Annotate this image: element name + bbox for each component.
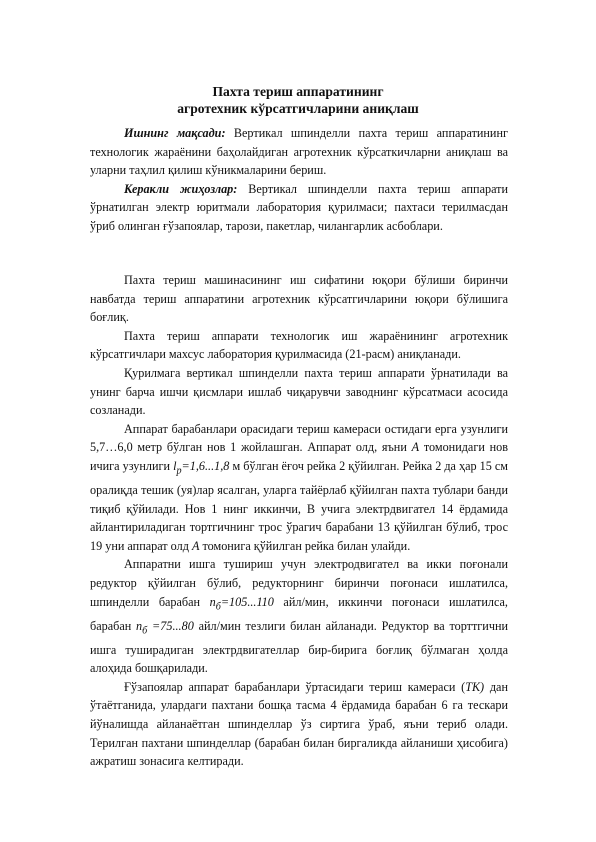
intro-block	[90, 124, 508, 236]
speed-value-2: =75...80	[147, 618, 194, 633]
paragraph-4-part-c: м бўлган ёғоч рейка 2 қўйилган. Рейка 2 да ҳар 15 см оралиқда тешик (уя)лар ясалган, уларга тайёрлаб қўйилган пахта тублари банди тиқиб қўйилади. Нов 1 нинг иккинчи, В учига электрдвигател 14 ёрдамида айлантириладиган тортгичнинг трос ўрагич барабани 13 қўйилган бўлиб, трос 19 уни аппарат олд	[90, 458, 508, 553]
page-title	[100, 83, 496, 117]
aim-text: Вертикал шпинделли пахта териш аппаратининг технологик жараёнини баҳолайдиган агротехник кўрсаткичларни аниқлаш ва уларни таҳлил қилиш кўникмаларини бериш.	[90, 126, 508, 178]
speed-symbol-1: n	[209, 594, 216, 609]
equipment-label: Керакли жиҳозлар:	[124, 181, 238, 196]
formula-subscript: р	[176, 465, 182, 477]
drum-speed-formula-2	[136, 618, 194, 636]
main-text	[90, 271, 508, 771]
title-line-2: агротехник кўрсатгичларини аниқлаш	[177, 101, 419, 116]
speed-symbol-2: n	[136, 618, 143, 633]
drum-speed-formula-1	[209, 594, 274, 612]
paragraph-3: Қурилмага вертикал шпинделли пахта териш аппарати ўрнатилади ва унинг барча ишчи қисмлари ишлаб чиқарувчи заводнинг кўрсатмаси асосида созланади.	[90, 365, 508, 418]
formula-value: =1,6...1,8	[181, 458, 230, 473]
title-line-1: Пахта териш аппаратининг	[212, 84, 384, 99]
paragraph-5-part-a: Аппаратни ишга тушириш учун электродвигател ва икки поғонали редуктор қўйилган бўлиб, редукторнинг биринчи поғонаси ишлатилса, шпинделли барабан	[90, 557, 508, 609]
equipment-text: Вертикал шпинделли пахта териш аппарати ўрнатилган электр юритмали лаборатория қурилмаси; пахтаси терилмасдан ўриб олинган ғўзапоялар, тарози, пакетлар, чилангарлик асбоблари.	[90, 181, 509, 233]
paragraph-5-part-b: айл/мин, иккинчи поғонаси ишлатилса, барабан	[90, 594, 508, 633]
speed-value-1: =105...110	[220, 594, 274, 609]
equipment-paragraph	[90, 180, 508, 236]
chamber-abbrev: ТК)	[465, 679, 485, 694]
paragraph-4-part-d: томонига қўйилган рейка билан улайди.	[199, 538, 411, 553]
paragraph-6-part-a: Ғўзапоялар аппарат барабанлари ўртасидаги териш камераси (	[124, 679, 466, 694]
speed-subscript-1: б	[215, 600, 221, 612]
aim-paragraph	[90, 124, 508, 180]
paragraph-1: Пахта териш машинасининг иш сифатини юқори бўлиши биринчи навбатда териш аппаратини агротехник кўрсатгичларини юқори бўлишига боғлиқ.	[90, 273, 508, 325]
aim-label: Ишнинг мақсади:	[124, 126, 226, 140]
paragraph-5	[90, 555, 508, 677]
speed-subscript-2: б	[142, 625, 148, 636]
side-a-label: А	[411, 440, 420, 455]
paragraph-4	[90, 420, 508, 556]
formula-symbol: l	[173, 458, 177, 473]
side-a-label-2: А	[191, 538, 200, 553]
paragraph-6-part-b: дан ўтаётганида, улардаги пахтани бошқа тасма 4 ёрдамида барабан 6 га тескари йўналишда айланаётган шпинделлар ўз сиртига ўраб, яъни териб олади. Терилган пахтани шпинделлар (барабан билан биргаликда айланиши ҳисобига) ажратиш зонасига келтиради.	[90, 679, 508, 769]
paragraph-5-part-c: айл/мин тезлиги билан айланади. Редуктор ва торттгични ишга туширадиган электрдвигателлар бир-бирига боғлиқ бўлмаган ҳолда алоҳида бошқарилади.	[90, 618, 508, 676]
paragraph-2: Пахта териш аппарати технологик иш жараёнининг агротехник кўрсатгичлари махсус лаборатория қурилмасида (21-расм) аниқланади.	[90, 328, 508, 362]
paragraph-4-part-a: Аппарат барабанлари орасидаги териш камераси остидаги ерга узунлиги 5,7…6,0 метр бўлган нов 1 жойлашган. Аппарат олд, яъни	[90, 421, 508, 455]
rail-length-formula	[173, 458, 230, 477]
paragraph-4-part-b: томонидаги нов ичига узунлиги	[90, 440, 508, 473]
paragraph-6	[90, 678, 508, 771]
